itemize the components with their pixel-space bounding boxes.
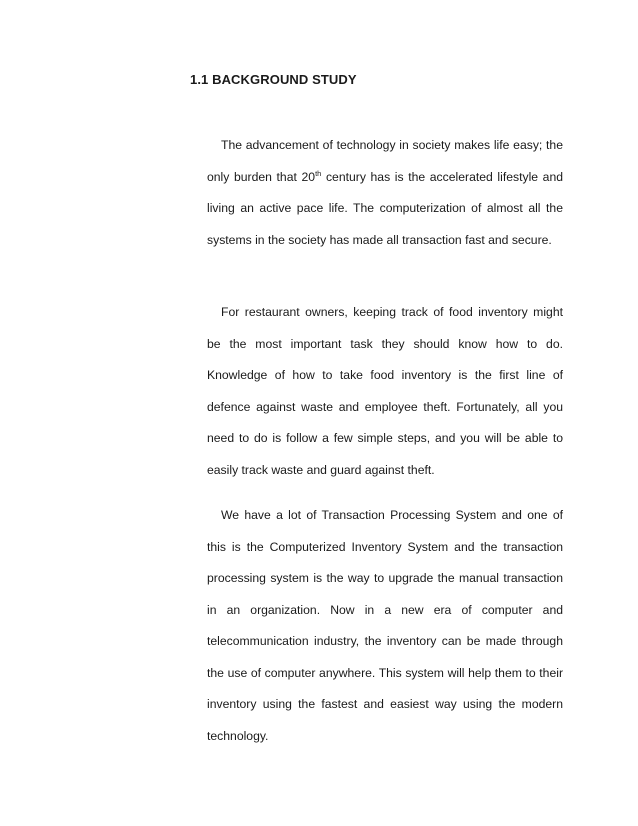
paragraph-text: We have a lot of Transaction Processing System and one of this is the Computerized Inventory System and the transaction processing system is the way to upgrade the manual transaction in an organization. Now in a new era of computer and telecommunication industry, the inventory can be made through the use of computer anywhere. This system will help them to their inventory using the fastest and easiest way using the modern technology. xyxy=(207,508,563,743)
paragraph-technology xyxy=(207,130,563,256)
paragraph-transaction-system xyxy=(207,500,563,752)
paragraph-restaurant-inventory xyxy=(207,297,563,486)
section-heading: 1.1 BACKGROUND STUDY xyxy=(190,72,357,87)
ordinal-superscript: th xyxy=(315,168,322,178)
paragraph-text-part1: The advancement of technology in society makes life easy; the only burden that 20 xyxy=(207,138,563,184)
paragraph-text-part2: century has is the accelerated lifestyle and living an active pace life. The computerization of almost all the systems in the society has made all transaction fast and secure. xyxy=(207,169,564,247)
paragraph-text: For restaurant owners, keeping track of food inventory might be the most important task they should know how to do. Knowledge of how to take food inventory is the first line of defence against waste and employee theft. Fortunately, all you need to do is follow a few simple steps, and you will be able to easily track waste and guard against theft. xyxy=(207,305,563,477)
